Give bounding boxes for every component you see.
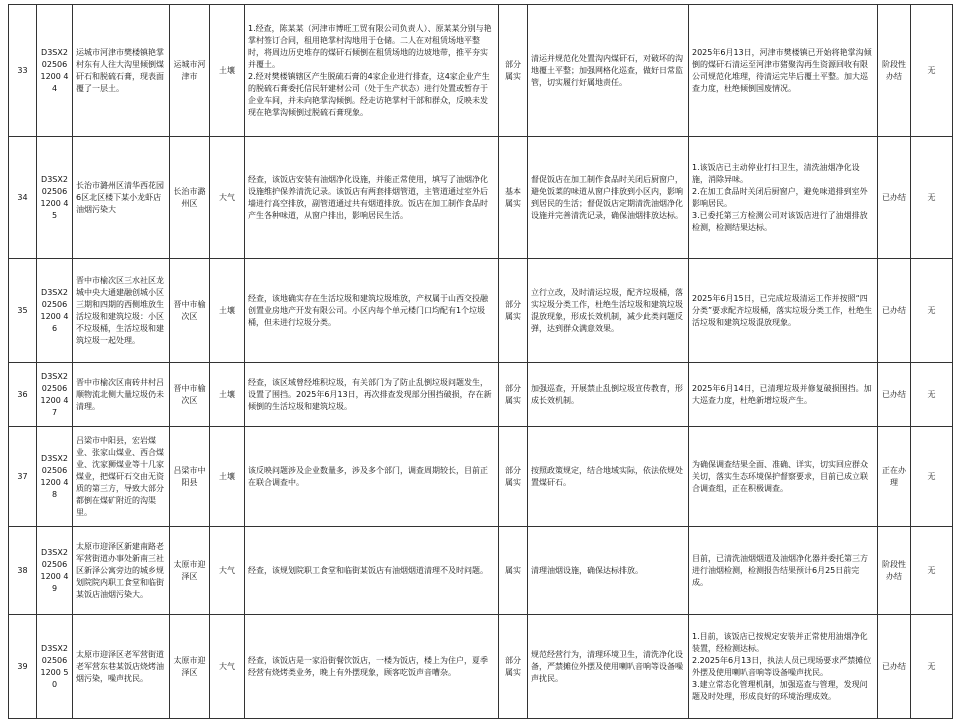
verdict-cell: 部分属实 (499, 615, 528, 719)
case-code-cell: D3SX2025061200 45 (37, 137, 73, 259)
table-row (9, 259, 953, 363)
measures-cell: 督促饭店在加工制作食品时关闭后厨窗户，避免饭菜的味道从窗户排放到小区内，影响到居民的生活；督促饭店定期清洗油烟净化设施并完善清洗记录，确保油烟排放达标。 (528, 137, 689, 259)
verdict-cell: 属实 (499, 527, 528, 615)
rectification-cell-paragraph: 2.2025年6月13日，执法人员已现场要求严禁摊位外摆及使用喇叭音响等设备噪声扰民。 (692, 655, 872, 677)
problem-description-cell: 晋中市榆次区三水社区龙城中央大通建融创城小区三期和四期的西侧堆放生活垃圾和建筑垃圾：小区不垃圾桶，生活垃圾和建筑垃圾一起处理。 (73, 259, 170, 363)
measures-cell: 按照政策规定，结合地域实际，依法依规处置煤矸石。 (528, 427, 689, 527)
problem-description-cell: 太原市迎泽区老军营街道老军营东巷某饭店烧烤油烟污染，噪声扰民。 (73, 615, 170, 719)
verdict-cell: 部分属实 (499, 363, 528, 427)
case-code-cell: D3SX2025061200 49 (37, 527, 73, 615)
investigation-cell (245, 527, 499, 615)
row-number-cell: 36 (9, 363, 37, 427)
pollution-type-cell: 大气 (210, 527, 245, 615)
complaint-table (8, 4, 953, 719)
problem-description-cell: 运城市河津市樊楼镇艳掌村东有人往大沟里倾倒煤矸石和脱硫石膏，现表面覆了一层土。 (73, 5, 170, 137)
rectification-cell-paragraph: 1.目前，该饭店已按规定安装并正常使用油烟净化装置，经检测达标。 (692, 631, 868, 653)
status-cell: 阶段性办结 (878, 527, 911, 615)
accountability-cell: 无 (911, 259, 953, 363)
rectification-cell: 为确保调查结果全面、准确、详实，切实回应群众关切，落实生态环境保护督察要求，目前已成立联合调查组，正在积极调查。 (689, 427, 878, 527)
pollution-type-cell: 土壤 (210, 259, 245, 363)
row-number-cell: 39 (9, 615, 37, 719)
investigation-cell-paragraph: 经查，该饭店是一家沿街餐饮饭店，一楼为饭店，楼上为住户，夏季经营有烧烤类业务，晚上有外摆现象，顾客吃饭声音嘈杂。 (248, 655, 488, 677)
verdict-cell: 部分属实 (499, 427, 528, 527)
row-number-cell: 38 (9, 527, 37, 615)
region-cell: 晋中市榆次区 (170, 363, 210, 427)
table-row (9, 527, 953, 615)
status-cell: 已办结 (878, 259, 911, 363)
problem-description-cell: 长治市潞州区清华西花园6区北区楼下某小龙虾店油烟污染大 (73, 137, 170, 259)
investigation-cell-paragraph: 1.经查，陈某某（河津市博旺工贸有限公司负责人）、原某某分别与艳掌村签订合同，租用艳掌村沟地用于仓储。二人在对租赁场地平整时，将周边历史堆存的煤矸石倾倒在租赁场地的边坡地带，推平夯实并覆土。 (248, 23, 492, 69)
investigation-cell-paragraph: 经查，该地确实存在生活垃圾和建筑垃圾堆放，产权属于山西交投融创置业房地产开发有限公司。小区内每个单元楼门口均配有1个垃圾桶，但未进行垃圾分类。 (248, 293, 488, 327)
row-number-cell: 33 (9, 5, 37, 137)
accountability-cell: 无 (911, 527, 953, 615)
rectification-cell: 2025年6月13日，河津市樊楼镇已开始将艳掌沟倾倒的煤矸石清运至河津市猪聚沟再生资源回收有限公司规范化堆理，待清运完毕后覆土平整。加大巡查力度，杜绝倾倒国废情况。 (689, 5, 878, 137)
case-code-cell: D3SX2025061200 44 (37, 5, 73, 137)
rectification-cell: 2025年6月15日，已完成垃圾清运工作并按照“四分类”要求配齐垃圾桶，落实垃圾分类工作，杜绝生活垃圾和建筑垃圾混放现象。 (689, 259, 878, 363)
case-code-cell: D3SX2025061200 46 (37, 259, 73, 363)
pollution-type-cell: 土壤 (210, 363, 245, 427)
measures-cell: 立行立改，及时清运垃圾，配齐垃圾桶，落实垃圾分类工作，杜绝生活垃圾和建筑垃圾混放现象，形成长效机制，减少此类问题反弹，达到群众满意效果。 (528, 259, 689, 363)
case-code-cell: D3SX2025061200 50 (37, 615, 73, 719)
status-cell: 已办结 (878, 137, 911, 259)
investigation-cell (245, 5, 499, 137)
investigation-cell-paragraph: 经查，该区域曾经堆积垃圾，有关部门为了防止乱倒垃圾问题发生，设置了围挡。2025年6月13日，再次排查发现部分围挡破损，存在新倾倒的生活垃圾和建筑垃圾。 (248, 377, 492, 411)
investigation-cell (245, 259, 499, 363)
accountability-cell: 无 (911, 427, 953, 527)
row-number-cell: 37 (9, 427, 37, 527)
rectification-cell-paragraph: 2.在加工食品时关闭后厨窗户，避免味道排到室外影响居民。 (692, 186, 868, 208)
accountability-cell: 无 (911, 137, 953, 259)
rectification-cell (689, 137, 878, 259)
measures-cell: 清理油烟设施，确保达标排放。 (528, 527, 689, 615)
table-row (9, 427, 953, 527)
rectification-cell-paragraph: 3.建立常态化管理机制，加强巡查与管理，发现问题及时处理，形成良好的环境治理成效。 (692, 679, 868, 701)
row-number-cell: 35 (9, 259, 37, 363)
case-code-cell: D3SX2025061200 48 (37, 427, 73, 527)
verdict-cell: 部分属实 (499, 259, 528, 363)
measures-cell: 规范经营行为，清理环境卫生，清洗净化设备，严禁摊位外摆及使用喇叭音响等设备噪声扰民。 (528, 615, 689, 719)
pollution-type-cell: 大气 (210, 615, 245, 719)
measures-cell: 清运并规范化处置沟内煤矸石，对破坏的沟地覆土平整；加强网格化巡查，做好日常监管，切实履行好属地责任。 (528, 5, 689, 137)
problem-description-cell: 晋中市榆次区南砖井村吕顺物流北侧大量垃圾仍未清理。 (73, 363, 170, 427)
table-row (9, 137, 953, 259)
pollution-type-cell: 大气 (210, 137, 245, 259)
region-cell: 吕梁市中阳县 (170, 427, 210, 527)
investigation-cell (245, 427, 499, 527)
pollution-type-cell: 土壤 (210, 5, 245, 137)
investigation-cell (245, 615, 499, 719)
table-row (9, 615, 953, 719)
investigation-cell (245, 363, 499, 427)
accountability-cell: 无 (911, 615, 953, 719)
problem-description-cell: 吕梁市中阳县，宏岩煤业、张家山煤业、西合煤业、沈家狮煤业等十几家煤业，把煤矸石交由无资质的第三方，导致大部分都倒在煤矿附近的沟渠里。 (73, 427, 170, 527)
table-row (9, 363, 953, 427)
rectification-cell: 目前，已清洗油烟烟道及油烟净化器并委托第三方进行油烟检测，检测报告结果预计6月25日前完成。 (689, 527, 878, 615)
status-cell: 已办结 (878, 615, 911, 719)
investigation-cell-paragraph: 该反映问题涉及企业数量多，涉及多个部门，调查周期较长，目前正在联合调查中。 (248, 465, 488, 487)
verdict-cell: 部分属实 (499, 5, 528, 137)
status-cell: 阶段性办结 (878, 5, 911, 137)
case-code-cell: D3SX2025061200 47 (37, 363, 73, 427)
problem-description-cell: 太原市迎泽区新建南路老军营街道办事处新南三社区新泽公寓旁边的城乡规划院院内职工食堂和临街某饭店油烟污染大。 (73, 527, 170, 615)
status-cell: 正在办理 (878, 427, 911, 527)
verdict-cell: 基本属实 (499, 137, 528, 259)
investigation-cell-paragraph: 经查，该规划院职工食堂和临街某饭店有油烟烟道清理不及时问题。 (248, 565, 488, 575)
investigation-cell-paragraph: 2.经对樊楼镇辖区产生脱硫石膏的4家企业进行排查，这4家企业产生的脱硫石膏委托信民轩建材公司（处于生产状态）进行处置或暂存于企业车间，并未向艳掌沟倾倒。经走访艳掌村干部和群众，反映未发现在艳掌沟倾倒过脱硫石膏现象。 (248, 71, 490, 117)
region-cell: 运城市河津市 (170, 5, 210, 137)
measures-cell: 加强巡查，开展禁止乱倒垃圾宣传教育，形成长效机制。 (528, 363, 689, 427)
accountability-cell: 无 (911, 5, 953, 137)
rectification-cell (689, 615, 878, 719)
row-number-cell: 34 (9, 137, 37, 259)
table-row (9, 5, 953, 137)
rectification-cell-paragraph: 3.已委托第三方检测公司对该饭店进行了油烟排放检测，检测结果达标。 (692, 210, 868, 232)
region-cell: 长治市潞州区 (170, 137, 210, 259)
accountability-cell: 无 (911, 363, 953, 427)
investigation-cell (245, 137, 499, 259)
investigation-cell-paragraph: 经查，该饭店安装有油烟净化设施，并能正常使用，填写了油烟净化设施维护保养清洗记录。该饭店有两套排烟管道，主管道通过室外后墙进行高空排放，副管道通过共有烟道排放。饭店在加工制作食品时产生各种味道，从窗户排出，影响居民生活。 (248, 174, 488, 220)
rectification-cell-paragraph: 1.该饭店已主动停业打扫卫生，清洗油烟净化设施，消除异味。 (692, 162, 860, 184)
region-cell: 晋中市榆次区 (170, 259, 210, 363)
pollution-type-cell: 土壤 (210, 427, 245, 527)
region-cell: 太原市迎泽区 (170, 527, 210, 615)
status-cell: 已办结 (878, 363, 911, 427)
rectification-cell: 2025年6月14日，已清理垃圾并修复破损围挡。加大巡查力度，杜绝新增垃圾产生。 (689, 363, 878, 427)
region-cell: 太原市迎泽区 (170, 615, 210, 719)
